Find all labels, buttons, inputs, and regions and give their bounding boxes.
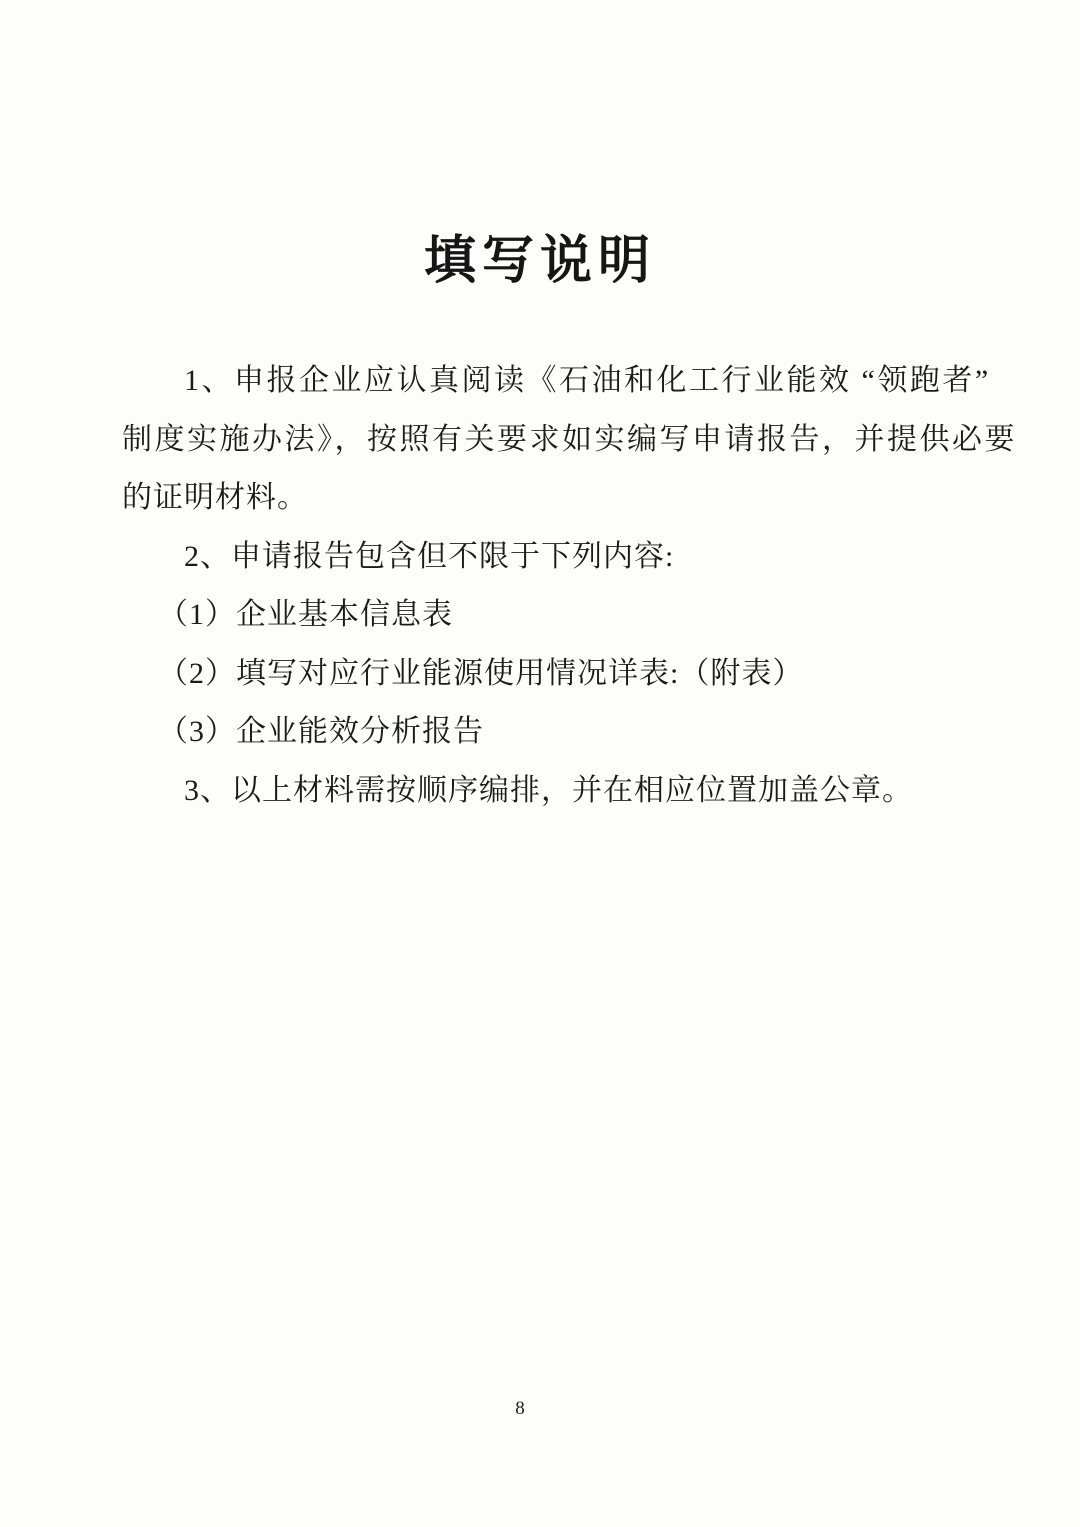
instruction-line-1-end: 的证明材料。 (122, 481, 308, 514)
instruction-line-1-cont: 制度实施办法》，按照有关要求如实编写申请报告，并提供必要 (122, 422, 1017, 456)
instruction-line-1: 1、申报企业应认真阅读《石油和化工行业能效 “领跑者” (184, 364, 991, 397)
instruction-line-2: 2、申请报告包含但不限于下列内容: (184, 539, 675, 573)
instruction-line-3: 3、以上材料需按顺序编排，并在相应位置加盖公章。 (184, 773, 913, 807)
instruction-item-1: （1）企业基本信息表 (158, 598, 453, 631)
instructions-body (122, 352, 1017, 820)
page-number: 8 (515, 1398, 525, 1419)
page-title: 填写说明 (423, 233, 656, 290)
instruction-item-2: （2）填写对应行业能源使用情况详表:（附表） (158, 656, 804, 690)
instruction-item-3: （3）企业能效分析报告 (158, 715, 484, 748)
